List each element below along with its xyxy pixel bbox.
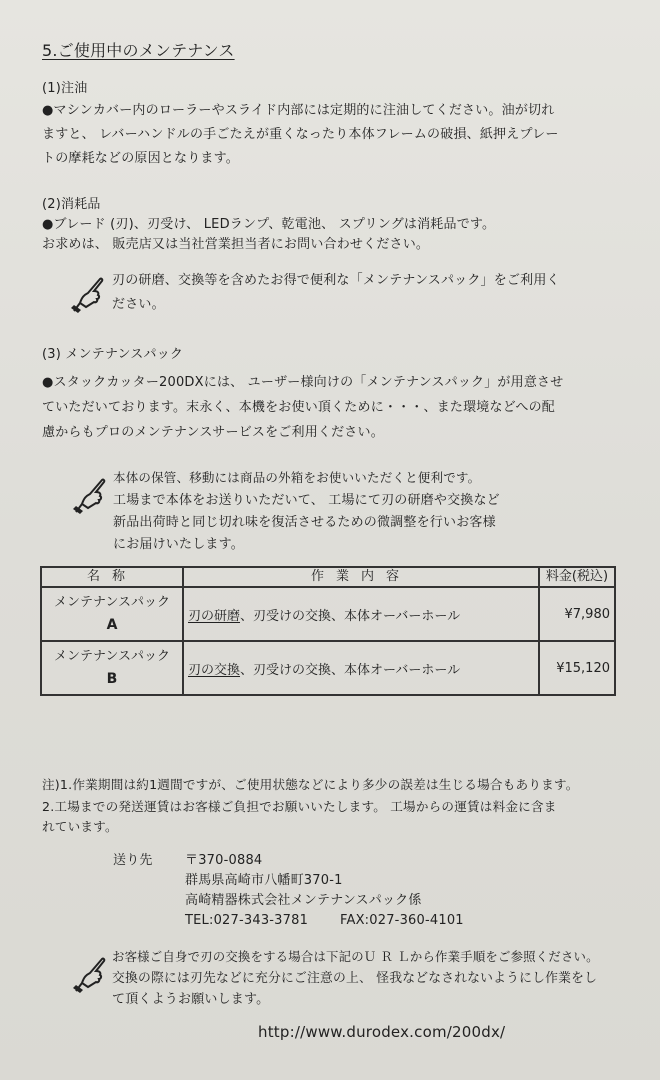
consumables-line-2: お求めは、 販売店又は当社営業担当者にお問い合わせください。: [42, 237, 430, 252]
pack-work-cell: [183, 641, 539, 695]
final-tip-line-1: お客様ご自身で刃の交換をする場合は下記のＵ Ｒ Ｌから作業手順をご参照ください。: [112, 949, 599, 964]
header-work: 作業内容: [183, 567, 539, 587]
pack-letter: A: [106, 617, 118, 633]
instructions-url[interactable]: http://www.durodex.com/200dx/: [258, 1023, 506, 1041]
section-heading-consumables: (2)消耗品: [42, 197, 101, 212]
address-line-1: 群馬県高崎市八幡町370-1: [185, 873, 343, 888]
pack-tip-line-4: にお届けいたします。: [113, 537, 244, 552]
section-heading-oiling: (1)注油: [42, 81, 88, 96]
section-heading-maintenance-pack: (3) メンテナンスパック: [42, 347, 184, 362]
pack-name-cell: [41, 587, 183, 641]
pointing-hand-icon: [70, 955, 110, 995]
pack-line-1: ●スタックカッター200DXには、 ユーザー様向けの「メンテナンスパック」が用意させ: [42, 375, 564, 390]
table-header-row: [41, 567, 615, 587]
address-fax: FAX:027-360-4101: [340, 913, 464, 928]
work-rest: 、刃受けの交換、本体オーバーホール: [240, 662, 461, 678]
address-line-2: 高崎精器株式会社メンテナンスパック係: [185, 893, 422, 908]
pointing-hand-icon: [68, 275, 108, 315]
pack-price: ¥7,980: [539, 587, 615, 641]
final-tip-line-2: 交換の際には刃先などに充分にご注意の上、 怪我などなされないようにし作業をし: [112, 971, 598, 986]
pack-letter: B: [106, 671, 118, 687]
address-tel: TEL:027-343-3781: [185, 913, 309, 928]
note-line-3: れています。: [42, 819, 118, 834]
oiling-line-2: ますと、 レバーハンドルの手ごたえが重くなったり本体フレームの破損、紙押えプレー: [42, 127, 559, 142]
consumables-line-1: ●ブレード (刃)、刃受け、 LEDランプ、乾電池、 スプリングは消耗品です。: [42, 217, 496, 232]
note-line-1: 注)1.作業期間は約1週間ですが、ご使用状態などにより多少の誤差は生じる場合もあります。: [42, 777, 579, 792]
pack-line-3: 慮からもプロのメンテナンスサービスをご利用ください。: [42, 425, 384, 440]
header-name: 名称: [41, 567, 183, 587]
pack-name: メンテナンスパック: [54, 649, 170, 664]
maintenance-pack-table: [40, 566, 616, 696]
pointing-hand-icon: [70, 476, 110, 516]
consumables-tip-line-2: ださい。: [112, 297, 165, 312]
pack-tip-line-1: 本体の保管、移動には商品の外箱をお使いいただくと便利です。: [113, 470, 481, 485]
oiling-line-1: ●マシンカバー内のローラーやスライド内部には定期的に注油してください。油が切れ: [42, 103, 555, 118]
pack-tip-line-2: 工場まで本体をお送りいただいて、 工場にて刃の研磨や交換など: [113, 493, 500, 508]
pack-price: ¥15,120: [539, 641, 615, 695]
page-title: 5.ご使用中のメンテナンス: [42, 41, 235, 60]
header-price: 料金(税込): [539, 567, 615, 587]
consumables-tip-line-1: 刃の研磨、交換等を含めたお得で便利な「メンテナンスパック」をご利用く: [112, 273, 560, 288]
final-tip-line-3: て頂くようお願いします。: [112, 992, 270, 1007]
work-underlined: 刃の研磨: [188, 608, 241, 624]
work-underlined: 刃の交換: [188, 662, 241, 678]
table-row: [41, 641, 615, 695]
work-rest: 、刃受けの交換、本体オーバーホール: [240, 608, 461, 624]
pack-work-cell: [183, 587, 539, 641]
pack-name: メンテナンスパック: [54, 595, 170, 610]
pack-line-2: ていただいております。末永く、本機をお使い頂くために・・・、また環境などへの配: [42, 400, 555, 415]
note-line-2: 2.工場までの発送運賃はお客様ご負担でお願いいたします。 工場からの運賃は料金に含ま: [42, 799, 557, 814]
pack-name-cell: [41, 641, 183, 695]
address-label: 送り先: [113, 853, 153, 868]
oiling-line-3: トの摩耗などの原因となります。: [42, 151, 239, 166]
table-row: [41, 587, 615, 641]
pack-tip-line-3: 新品出荷時と同じ切れ味を復活させるための微調整を行いお客様: [113, 515, 496, 530]
address-postal: 〒370-0884: [185, 853, 263, 868]
